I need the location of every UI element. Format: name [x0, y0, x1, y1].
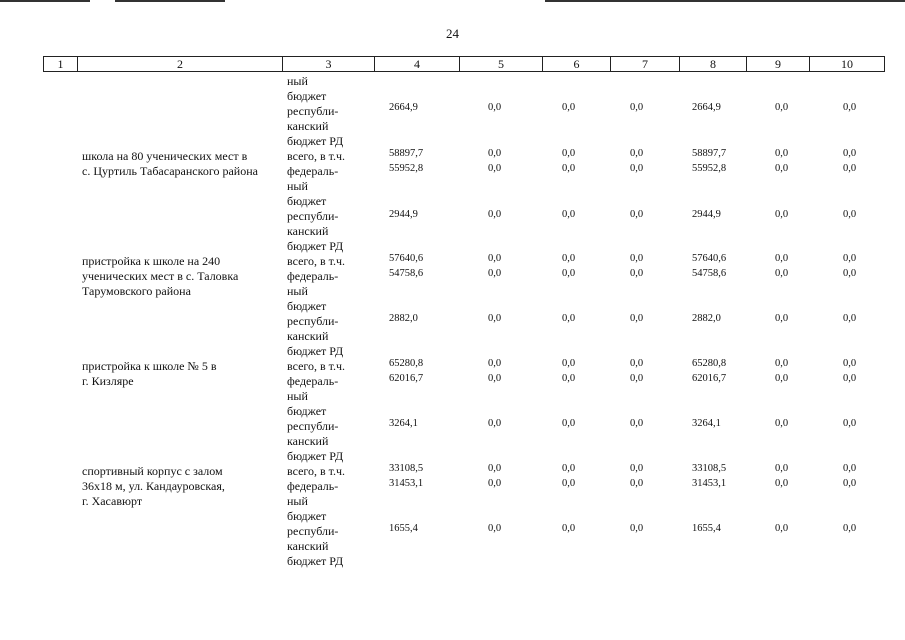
- republic-value: 0,0: [843, 523, 857, 534]
- republic-value: 0,0: [630, 209, 644, 220]
- republic-value: 0,0: [630, 418, 644, 429]
- republic-value: 0,0: [775, 313, 789, 324]
- republic-value: 2882,0: [692, 313, 721, 324]
- object-name: г. Кизляре: [82, 374, 134, 388]
- federal-label: федераль-: [287, 479, 339, 493]
- republic-value: 0,0: [488, 209, 502, 220]
- federal-value: 0,0: [630, 163, 644, 174]
- total-value: 0,0: [775, 463, 789, 474]
- header-col-10: 10: [810, 57, 885, 72]
- total-value: 0,0: [630, 358, 644, 369]
- republic-value: 1655,4: [692, 523, 721, 534]
- total-value: 57640,6: [389, 253, 424, 264]
- federal-value: 0,0: [843, 163, 857, 174]
- federal-label: федераль-: [287, 374, 339, 388]
- federal-value: 0,0: [488, 478, 502, 489]
- total-value: 0,0: [775, 148, 789, 159]
- value-cell: 2664,9: [389, 102, 418, 113]
- federal-value: 0,0: [775, 478, 789, 489]
- total-value: 0,0: [843, 463, 857, 474]
- republic-label: республи-: [287, 314, 339, 328]
- republic-label: бюджет: [287, 509, 327, 523]
- total-value: 58897,7: [389, 148, 424, 159]
- object-name: школа на 80 ученических мест в: [82, 149, 248, 163]
- republic-value: 0,0: [488, 418, 502, 429]
- total-value: 65280,8: [389, 358, 424, 369]
- federal-value: 55952,8: [389, 163, 424, 174]
- total-value: 58897,7: [692, 148, 727, 159]
- republic-label: республи-: [287, 524, 339, 538]
- object-name: 36х18 м, ул. Кандауровская,: [82, 479, 225, 493]
- republic-value: 0,0: [630, 313, 644, 324]
- total-value: 65280,8: [692, 358, 727, 369]
- federal-label: федераль-: [287, 164, 339, 178]
- federal-value: 0,0: [488, 373, 502, 384]
- republic-label: бюджет РД: [287, 239, 344, 253]
- total-value: 0,0: [843, 253, 857, 264]
- republic-value: 0,0: [630, 523, 644, 534]
- header-col-7: 7: [611, 57, 680, 72]
- header-col-6: 6: [543, 57, 611, 72]
- total-value: 0,0: [488, 463, 502, 474]
- republic-value: 0,0: [562, 418, 576, 429]
- federal-value: 0,0: [562, 373, 576, 384]
- object-name: пристройка к школе № 5 в: [82, 359, 217, 373]
- federal-value: 0,0: [488, 268, 502, 279]
- federal-value: 0,0: [562, 268, 576, 279]
- republic-label: бюджет РД: [287, 449, 344, 463]
- federal-label: ный: [287, 284, 308, 298]
- federal-label: ный: [287, 179, 308, 193]
- federal-value: 62016,7: [692, 373, 727, 384]
- value-cell: 0,0: [843, 102, 857, 113]
- federal-value: 0,0: [488, 163, 502, 174]
- total-value: 0,0: [630, 148, 644, 159]
- total-label: всего, в т.ч.: [287, 149, 346, 163]
- republic-label: канский: [287, 224, 329, 238]
- value-cell: 0,0: [775, 102, 789, 113]
- federal-value: 54758,6: [389, 268, 424, 279]
- federal-value: 0,0: [843, 268, 857, 279]
- federal-label: федераль-: [287, 269, 339, 283]
- total-value: 0,0: [488, 358, 502, 369]
- object-name: пристройка к школе на 240: [82, 254, 221, 268]
- republic-label: республи-: [287, 209, 339, 223]
- object-name: ученических мест в с. Таловка: [82, 269, 239, 283]
- federal-value: 0,0: [843, 478, 857, 489]
- total-value: 0,0: [775, 358, 789, 369]
- federal-value: 0,0: [775, 268, 789, 279]
- value-cell: 2664,9: [692, 102, 721, 113]
- republic-value: 0,0: [562, 209, 576, 220]
- republic-value: 0,0: [775, 209, 789, 220]
- federal-value: 0,0: [562, 163, 576, 174]
- republic-value: 0,0: [488, 313, 502, 324]
- federal-value: 31453,1: [692, 478, 727, 489]
- total-value: 57640,6: [692, 253, 727, 264]
- value-cell: 0,0: [488, 102, 502, 113]
- total-label: всего, в т.ч.: [287, 254, 346, 268]
- table-header: [43, 56, 885, 72]
- federal-value: 0,0: [630, 268, 644, 279]
- header-col-4: 4: [375, 57, 460, 72]
- republic-label: канский: [287, 434, 329, 448]
- total-value: 33108,5: [389, 463, 424, 474]
- total-value: 0,0: [488, 148, 502, 159]
- republic-value: 0,0: [843, 313, 857, 324]
- total-label: всего, в т.ч.: [287, 464, 346, 478]
- federal-value: 31453,1: [389, 478, 424, 489]
- header-col-2: 2: [78, 57, 283, 72]
- value-cell: 0,0: [630, 102, 644, 113]
- republic-label: бюджет РД: [287, 554, 344, 568]
- republic-value: 2944,9: [692, 209, 721, 220]
- federal-value: 62016,7: [389, 373, 424, 384]
- header-col-3: 3: [283, 57, 375, 72]
- federal-value: 54758,6: [692, 268, 727, 279]
- total-value: 0,0: [488, 253, 502, 264]
- total-value: 33108,5: [692, 463, 727, 474]
- budget-label: ный: [287, 74, 308, 88]
- federal-label: ный: [287, 389, 308, 403]
- budget-label: канский: [287, 119, 329, 133]
- federal-label: ный: [287, 494, 308, 508]
- header-col-9: 9: [747, 57, 810, 72]
- federal-value: 0,0: [630, 478, 644, 489]
- total-label: всего, в т.ч.: [287, 359, 346, 373]
- page-number: 24: [446, 26, 459, 41]
- republic-label: бюджет: [287, 194, 327, 208]
- total-value: 0,0: [843, 358, 857, 369]
- header-col-5: 5: [460, 57, 543, 72]
- republic-value: 0,0: [775, 418, 789, 429]
- federal-value: 0,0: [775, 163, 789, 174]
- budget-label: республи-: [287, 104, 339, 118]
- header-col-8: 8: [680, 57, 747, 72]
- total-value: 0,0: [562, 253, 576, 264]
- federal-value: 0,0: [843, 373, 857, 384]
- federal-value: 55952,8: [692, 163, 727, 174]
- value-cell: 0,0: [562, 102, 576, 113]
- total-value: 0,0: [843, 148, 857, 159]
- total-value: 0,0: [775, 253, 789, 264]
- budget-label: бюджет: [287, 89, 327, 103]
- total-value: 0,0: [562, 463, 576, 474]
- republic-value: 2944,9: [389, 209, 418, 220]
- republic-label: республи-: [287, 419, 339, 433]
- republic-value: 0,0: [843, 209, 857, 220]
- federal-value: 0,0: [630, 373, 644, 384]
- republic-value: 1655,4: [389, 523, 418, 534]
- republic-value: 0,0: [775, 523, 789, 534]
- republic-value: 0,0: [488, 523, 502, 534]
- budget-label: бюджет РД: [287, 134, 344, 148]
- republic-value: 3264,1: [389, 418, 418, 429]
- total-value: 0,0: [562, 148, 576, 159]
- republic-value: 0,0: [562, 313, 576, 324]
- republic-label: канский: [287, 539, 329, 553]
- republic-value: 0,0: [843, 418, 857, 429]
- republic-label: бюджет РД: [287, 344, 344, 358]
- republic-label: бюджет: [287, 299, 327, 313]
- republic-value: 3264,1: [692, 418, 721, 429]
- total-value: 0,0: [630, 253, 644, 264]
- object-name: Тарумовского района: [82, 284, 191, 298]
- republic-value: 0,0: [562, 523, 576, 534]
- federal-value: 0,0: [562, 478, 576, 489]
- object-name: г. Хасавюрт: [82, 494, 143, 508]
- header-col-1: 1: [44, 57, 78, 72]
- republic-value: 2882,0: [389, 313, 418, 324]
- republic-label: канский: [287, 329, 329, 343]
- total-value: 0,0: [562, 358, 576, 369]
- total-value: 0,0: [630, 463, 644, 474]
- object-name: с. Цуртиль Табасаранского района: [82, 164, 258, 178]
- federal-value: 0,0: [775, 373, 789, 384]
- object-name: спортивный корпус с залом: [82, 464, 223, 478]
- republic-label: бюджет: [287, 404, 327, 418]
